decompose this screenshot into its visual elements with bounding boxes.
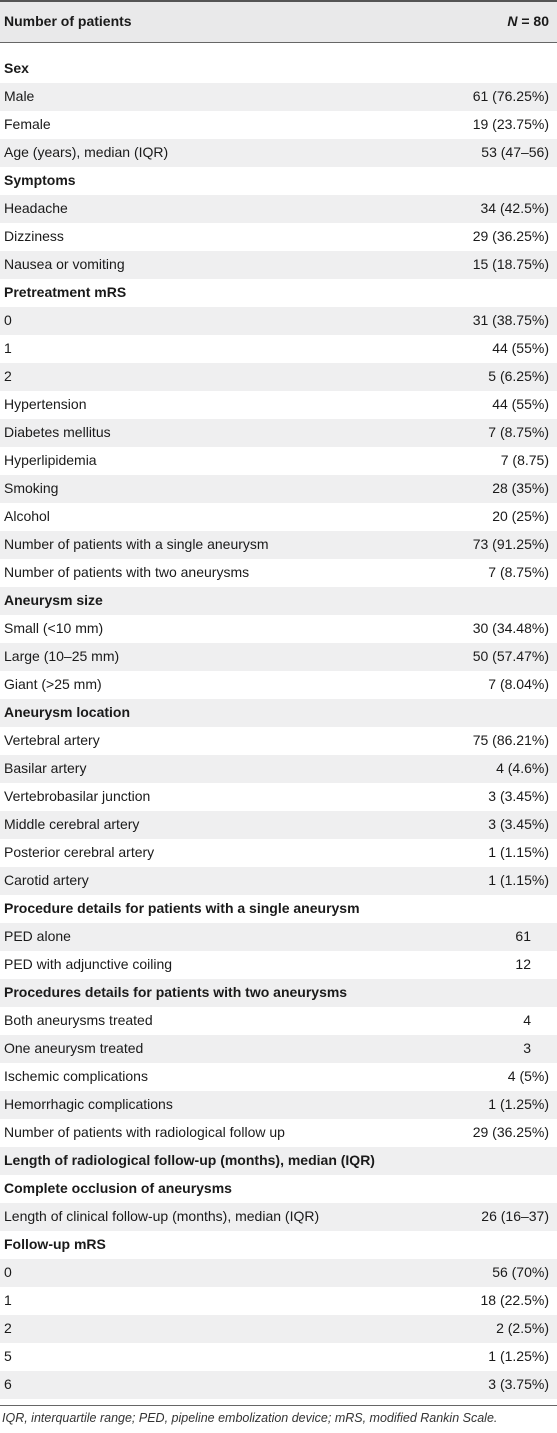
table-row [0, 643, 557, 671]
table-body [0, 55, 557, 1399]
row-value: 19 (23.75%) [472, 116, 549, 132]
section-row [0, 167, 557, 195]
row-value: 56 (70%) [492, 1264, 549, 1280]
row-label: Female [4, 116, 51, 132]
section-row [0, 587, 557, 615]
row-label: Number of patients with radiological follow up [4, 1124, 285, 1140]
row-label: Number of patients with two aneurysms [4, 564, 250, 580]
table-row [0, 475, 557, 503]
table-row [0, 755, 557, 783]
row-label: Vertebrobasilar junction [4, 788, 151, 804]
table-row [0, 1119, 557, 1147]
row-value: 61 (76.25%) [472, 88, 549, 104]
table-row [0, 195, 557, 223]
row-label: Smoking [4, 480, 59, 496]
row-label: Basilar artery [4, 760, 87, 776]
row-label: 2 [4, 1320, 12, 1336]
row-value: 15 (18.75%) [472, 256, 549, 272]
table-row [0, 1371, 557, 1399]
row-label: Hemorrhagic complications [4, 1096, 173, 1112]
table-row [0, 923, 557, 951]
row-label: Alcohol [4, 508, 50, 524]
row-value: 3 (3.45%) [488, 788, 549, 804]
row-value: 18 (22.5%) [480, 1292, 549, 1308]
table-row [0, 839, 557, 867]
section-heading: Pretreatment mRS [4, 284, 127, 300]
row-value: 44 (55%) [492, 340, 549, 356]
row-value: 7 (8.04%) [488, 676, 549, 692]
table-row [0, 391, 557, 419]
table-row [0, 251, 557, 279]
row-value: 31 (38.75%) [472, 312, 549, 328]
row-label: Both aneurysms treated [4, 1012, 153, 1028]
section-row [0, 279, 557, 307]
row-label: Age (years), median (IQR) [4, 144, 169, 160]
row-value: 4 [523, 1012, 531, 1028]
row-value: 34 (42.5%) [480, 200, 549, 216]
row-value: 12 [515, 956, 531, 972]
row-value: 7 (8.75%) [488, 564, 549, 580]
row-label: Headache [4, 200, 68, 216]
row-value: 53 (47–56) [481, 144, 549, 160]
section-heading: Aneurysm location [4, 704, 131, 720]
row-value: 3 (3.45%) [488, 816, 549, 832]
row-value: 4 (4.6%) [496, 760, 549, 776]
table-row [0, 1287, 557, 1315]
section-heading: Length of radiological follow-up (months), median (IQR) [4, 1152, 375, 1168]
section-heading: Sex [4, 60, 29, 76]
top-rule [0, 0, 557, 2]
table-row [0, 867, 557, 895]
section-row [0, 699, 557, 727]
row-value: 20 (25%) [492, 508, 549, 524]
row-value: 1 (1.25%) [488, 1096, 549, 1112]
row-value: 2 (2.5%) [496, 1320, 549, 1336]
table-row [0, 111, 557, 139]
row-value: 1 (1.25%) [488, 1348, 549, 1364]
row-value: 26 (16–37) [481, 1208, 549, 1224]
row-label: 0 [4, 312, 12, 328]
row-label: Middle cerebral artery [4, 816, 140, 832]
row-label: 6 [4, 1376, 12, 1392]
row-label: Posterior cerebral artery [4, 844, 155, 860]
row-label: Large (10–25 mm) [4, 648, 120, 664]
row-label: Hyperlipidemia [4, 452, 97, 468]
section-row [0, 1175, 557, 1203]
row-label: 1 [4, 340, 12, 356]
table-row [0, 447, 557, 475]
table-row [0, 1035, 557, 1063]
table-row [0, 671, 557, 699]
row-value: 75 (86.21%) [472, 732, 549, 748]
table-row [0, 223, 557, 251]
bottom-rule [0, 1405, 557, 1406]
table-row [0, 139, 557, 167]
row-value: 3 [523, 1040, 531, 1056]
row-value: 4 (5%) [507, 1068, 549, 1084]
row-label: Nausea or vomiting [4, 256, 125, 272]
header-value-suffix: = 80 [517, 13, 549, 29]
row-label: Number of patients with a single aneurysm [4, 536, 269, 552]
row-label: One aneurysm treated [4, 1040, 144, 1056]
row-value: 7 (8.75%) [488, 424, 549, 440]
row-label: 5 [4, 1348, 12, 1364]
row-value: 1 (1.15%) [488, 872, 549, 888]
row-value: 28 (35%) [492, 480, 549, 496]
table-row [0, 531, 557, 559]
row-label: Vertebral artery [4, 732, 100, 748]
row-value: 29 (36.25%) [472, 1124, 549, 1140]
row-label: Diabetes mellitus [4, 424, 111, 440]
table-row [0, 615, 557, 643]
header-label: Number of patients [4, 13, 132, 29]
table-header [0, 0, 557, 42]
section-heading: Procedures details for patients with two aneurysms [4, 984, 348, 1000]
header-value-prefix: N [507, 13, 518, 29]
row-label: PED alone [4, 928, 71, 944]
row-label: Male [4, 88, 35, 104]
table-row [0, 559, 557, 587]
table-row [0, 83, 557, 111]
table-row [0, 1063, 557, 1091]
table-row [0, 1343, 557, 1371]
table-row [0, 1315, 557, 1343]
table-row [0, 335, 557, 363]
table-row [0, 783, 557, 811]
row-label: Giant (>25 mm) [4, 676, 102, 692]
row-value: 29 (36.25%) [472, 228, 549, 244]
row-value: 73 (91.25%) [472, 536, 549, 552]
row-value: 5 (6.25%) [488, 368, 549, 384]
row-label: PED with adjunctive coiling [4, 956, 173, 972]
table-row [0, 951, 557, 979]
row-label: Hypertension [4, 396, 87, 412]
header-value [507, 13, 549, 29]
table-row [0, 363, 557, 391]
row-value: 44 (55%) [492, 396, 549, 412]
row-label: Ischemic complications [4, 1068, 148, 1084]
row-label: Dizziness [4, 228, 64, 244]
table-row [0, 307, 557, 335]
row-label: Length of clinical follow-up (months), median (IQR) [4, 1208, 320, 1224]
section-heading: Procedure details for patients with a single aneurysm [4, 900, 360, 916]
header-rule [0, 42, 557, 43]
row-value: 3 (3.75%) [488, 1376, 549, 1392]
section-heading: Aneurysm size [4, 592, 103, 608]
row-value: 7 (8.75) [500, 452, 549, 468]
section-heading: Complete occlusion of aneurysms [4, 1180, 232, 1196]
row-label: 1 [4, 1292, 12, 1308]
table-row [0, 727, 557, 755]
row-value: 1 (1.15%) [488, 844, 549, 860]
row-label: Small (<10 mm) [4, 620, 104, 636]
table-row [0, 1259, 557, 1287]
row-label: 0 [4, 1264, 12, 1280]
table-row [0, 811, 557, 839]
table-row [0, 419, 557, 447]
row-value: 30 (34.48%) [472, 620, 549, 636]
table-row [0, 1203, 557, 1231]
section-heading: Symptoms [4, 172, 76, 188]
table-row [0, 503, 557, 531]
row-value: 61 [515, 928, 531, 944]
row-value: 50 (57.47%) [472, 648, 549, 664]
row-label: Carotid artery [4, 872, 89, 888]
section-row [0, 895, 557, 923]
row-label: 2 [4, 368, 12, 384]
section-row [0, 55, 557, 83]
section-row [0, 1231, 557, 1259]
section-row [0, 1147, 557, 1175]
table-row [0, 1007, 557, 1035]
table-footnote: IQR, interquartile range; PED, pipeline embolization device; mRS, modified Rankin Scale. [2, 1411, 498, 1425]
section-heading: Follow-up mRS [4, 1236, 106, 1252]
table-row [0, 1091, 557, 1119]
section-row [0, 979, 557, 1007]
